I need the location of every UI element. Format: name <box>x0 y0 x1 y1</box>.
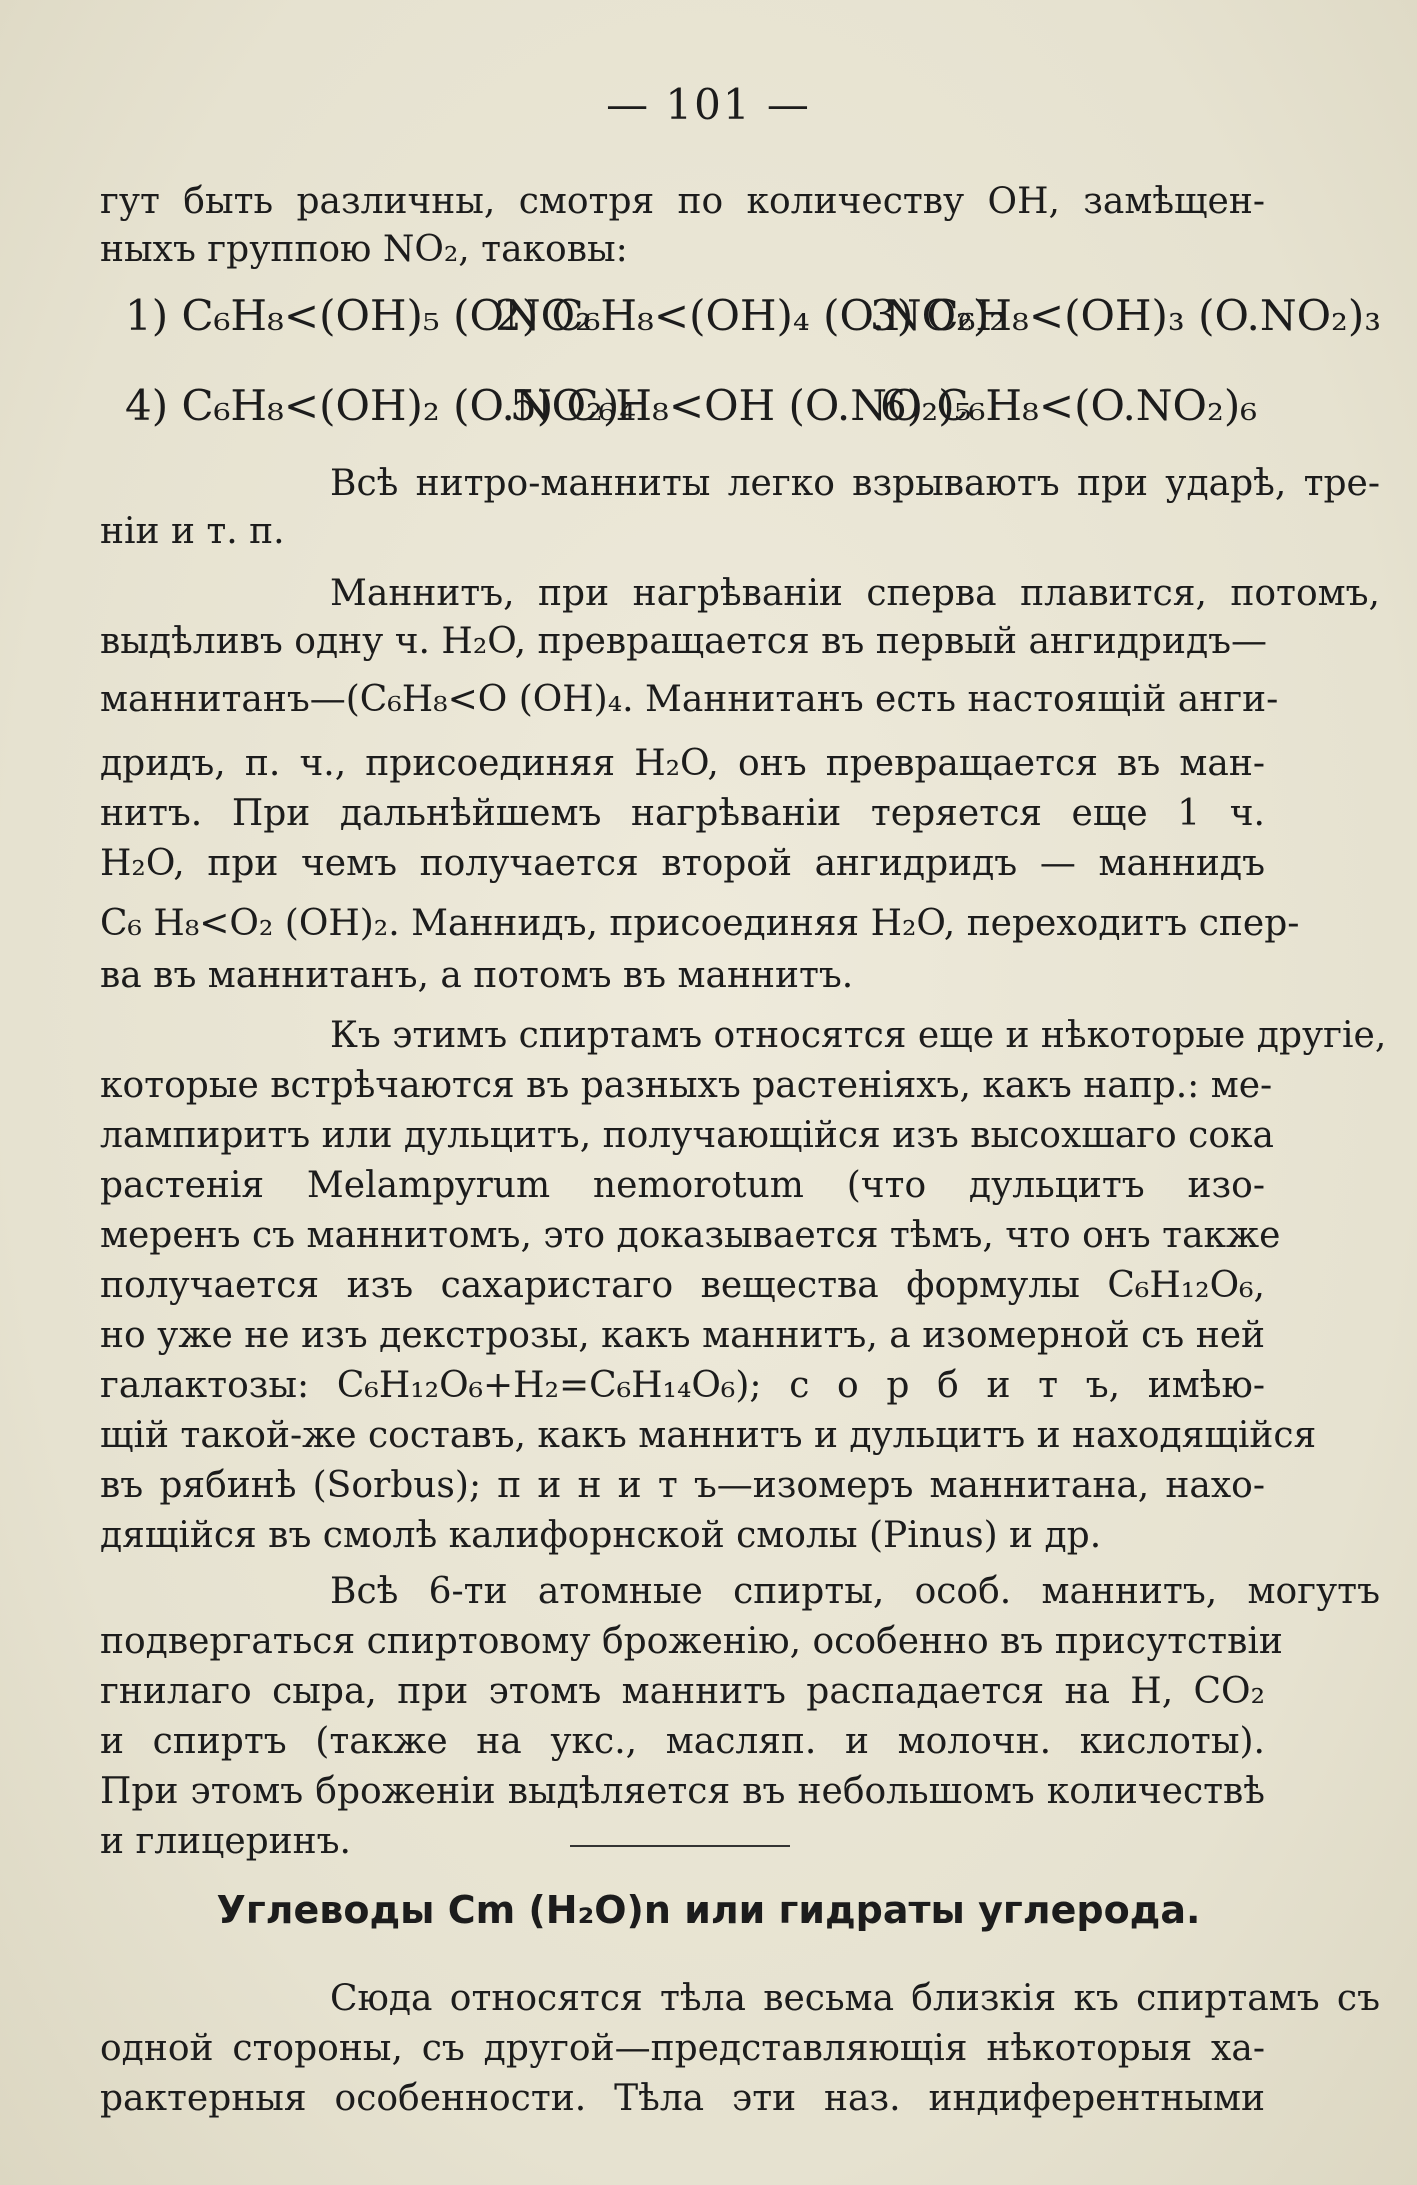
text-line: галактозы: C₆H₁₂O₆+H₂=C₆H₁₄O₆); с о р б и т ъ, имѣю- <box>100 1365 1265 1406</box>
text-line: При этомъ броженіи выдѣляется въ небольшомъ количествѣ <box>100 1771 1265 1812</box>
text-line: маннитанъ—(C₆H₈<O (OH)₄. Маннитанъ есть настоящій анги- <box>100 679 1279 720</box>
text-line: гут быть различны, смотря по количеству ОН, замѣщен- <box>100 181 1265 222</box>
text-line: ва въ маннитанъ, а потомъ въ маннитъ. <box>100 955 854 996</box>
text-line: растенія Melampyrum nemorotum (что дульцитъ изо- <box>100 1165 1265 1206</box>
text-line: меренъ съ маннитомъ, это доказывается тѣмъ, что онъ также <box>100 1215 1281 1256</box>
text-line: выдѣливъ одну ч. H₂O, превращается въ первый ангидридъ— <box>100 621 1268 662</box>
text-line: гнилаго сыра, при этомъ маннитъ распадается на H, CO₂ <box>100 1671 1265 1712</box>
section-divider <box>570 1845 790 1847</box>
text-line: Всѣ нитро-манниты легко взрываютъ при ударѣ, тре- <box>330 463 1380 504</box>
text-line: и спиртъ (также на укс., масляп. и молочн. кислоты). <box>100 1721 1265 1762</box>
text-line: подвергаться спиртовому броженію, особенно въ присутствіи <box>100 1621 1283 1662</box>
text-line: лампиритъ или дульцитъ, получающійся изъ высохшаго сока <box>100 1115 1274 1156</box>
formula-4: 4) C₆H₈<(OH)₂ (O.NO₂)₄ <box>125 381 637 430</box>
text-line: дящійся въ смолѣ калифорнской смолы (Pinus) и др. <box>100 1515 1102 1556</box>
text-line: щій такой-же составъ, какъ маннитъ и дульцитъ и находящійся <box>100 1415 1317 1456</box>
text-line: ніи и т. п. <box>100 511 285 552</box>
text-line: нитъ. При дальнѣйшемъ нагрѣваніи теряется еще 1 ч. <box>100 793 1265 834</box>
text-line: рактерныя особенности. Тѣла эти наз. индиферентными <box>100 2078 1265 2119</box>
formula-2: 2) C₆H₈<(OH)₄ (O.NO₂)₂ <box>495 291 1007 340</box>
text-line: Маннитъ, при нагрѣваніи сперва плавится, потомъ, <box>330 573 1380 614</box>
text-line: получается изъ сахаристаго вещества формулы C₆H₁₂O₆, <box>100 1265 1265 1306</box>
text-line: H₂O, при чемъ получается второй ангидридъ — маннидъ <box>100 843 1265 884</box>
text-line: которые встрѣчаются въ разныхъ растеніяхъ, какъ напр.: ме- <box>100 1065 1273 1106</box>
text-line: Сюда относятся тѣла весьма близкія къ спиртамъ съ <box>330 1978 1380 2019</box>
section-heading: Углеводы Cm (H₂O)n или гидраты углерода. <box>216 1888 1201 1932</box>
text-line: но уже не изъ декстрозы, какъ маннитъ, а изомерной съ ней <box>100 1315 1265 1356</box>
formula-1: 1) C₆H₈<(OH)₅ (ONO₂ <box>125 291 592 340</box>
text-line: ныхъ группою NO₂, таковы: <box>100 229 628 270</box>
text-line: и глицеринъ. <box>100 1821 351 1862</box>
text-line: Всѣ 6-ти атомные спирты, особ. маннитъ, могутъ <box>330 1571 1380 1612</box>
formula-3: 3) C₆H₈<(OH)₃ (O.NO₂)₃ <box>870 291 1382 340</box>
text-line: C₆ H₈<O₂ (OH)₂. Маннидъ, присоединяя H₂O, переходитъ спер- <box>100 903 1300 944</box>
formula-6: 6) C₆H₈<(O.NO₂)₆ <box>880 381 1258 430</box>
page-number: — 101 — <box>606 80 811 129</box>
formula-5: 5) C₆H₈<OH (O.NO₂)₅ <box>510 381 972 430</box>
text-line: одной стороны, съ другой—представляющія нѣкоторыя ха- <box>100 2028 1265 2069</box>
text-line: Къ этимъ спиртамъ относятся еще и нѣкоторые другіе, <box>330 1015 1387 1056</box>
text-line: дридъ, п. ч., присоединяя H₂O, онъ превращается въ ман- <box>100 743 1265 784</box>
text-line: въ рябинѣ (Sorbus); п и н и т ъ—изомеръ маннитана, нахо- <box>100 1465 1265 1506</box>
